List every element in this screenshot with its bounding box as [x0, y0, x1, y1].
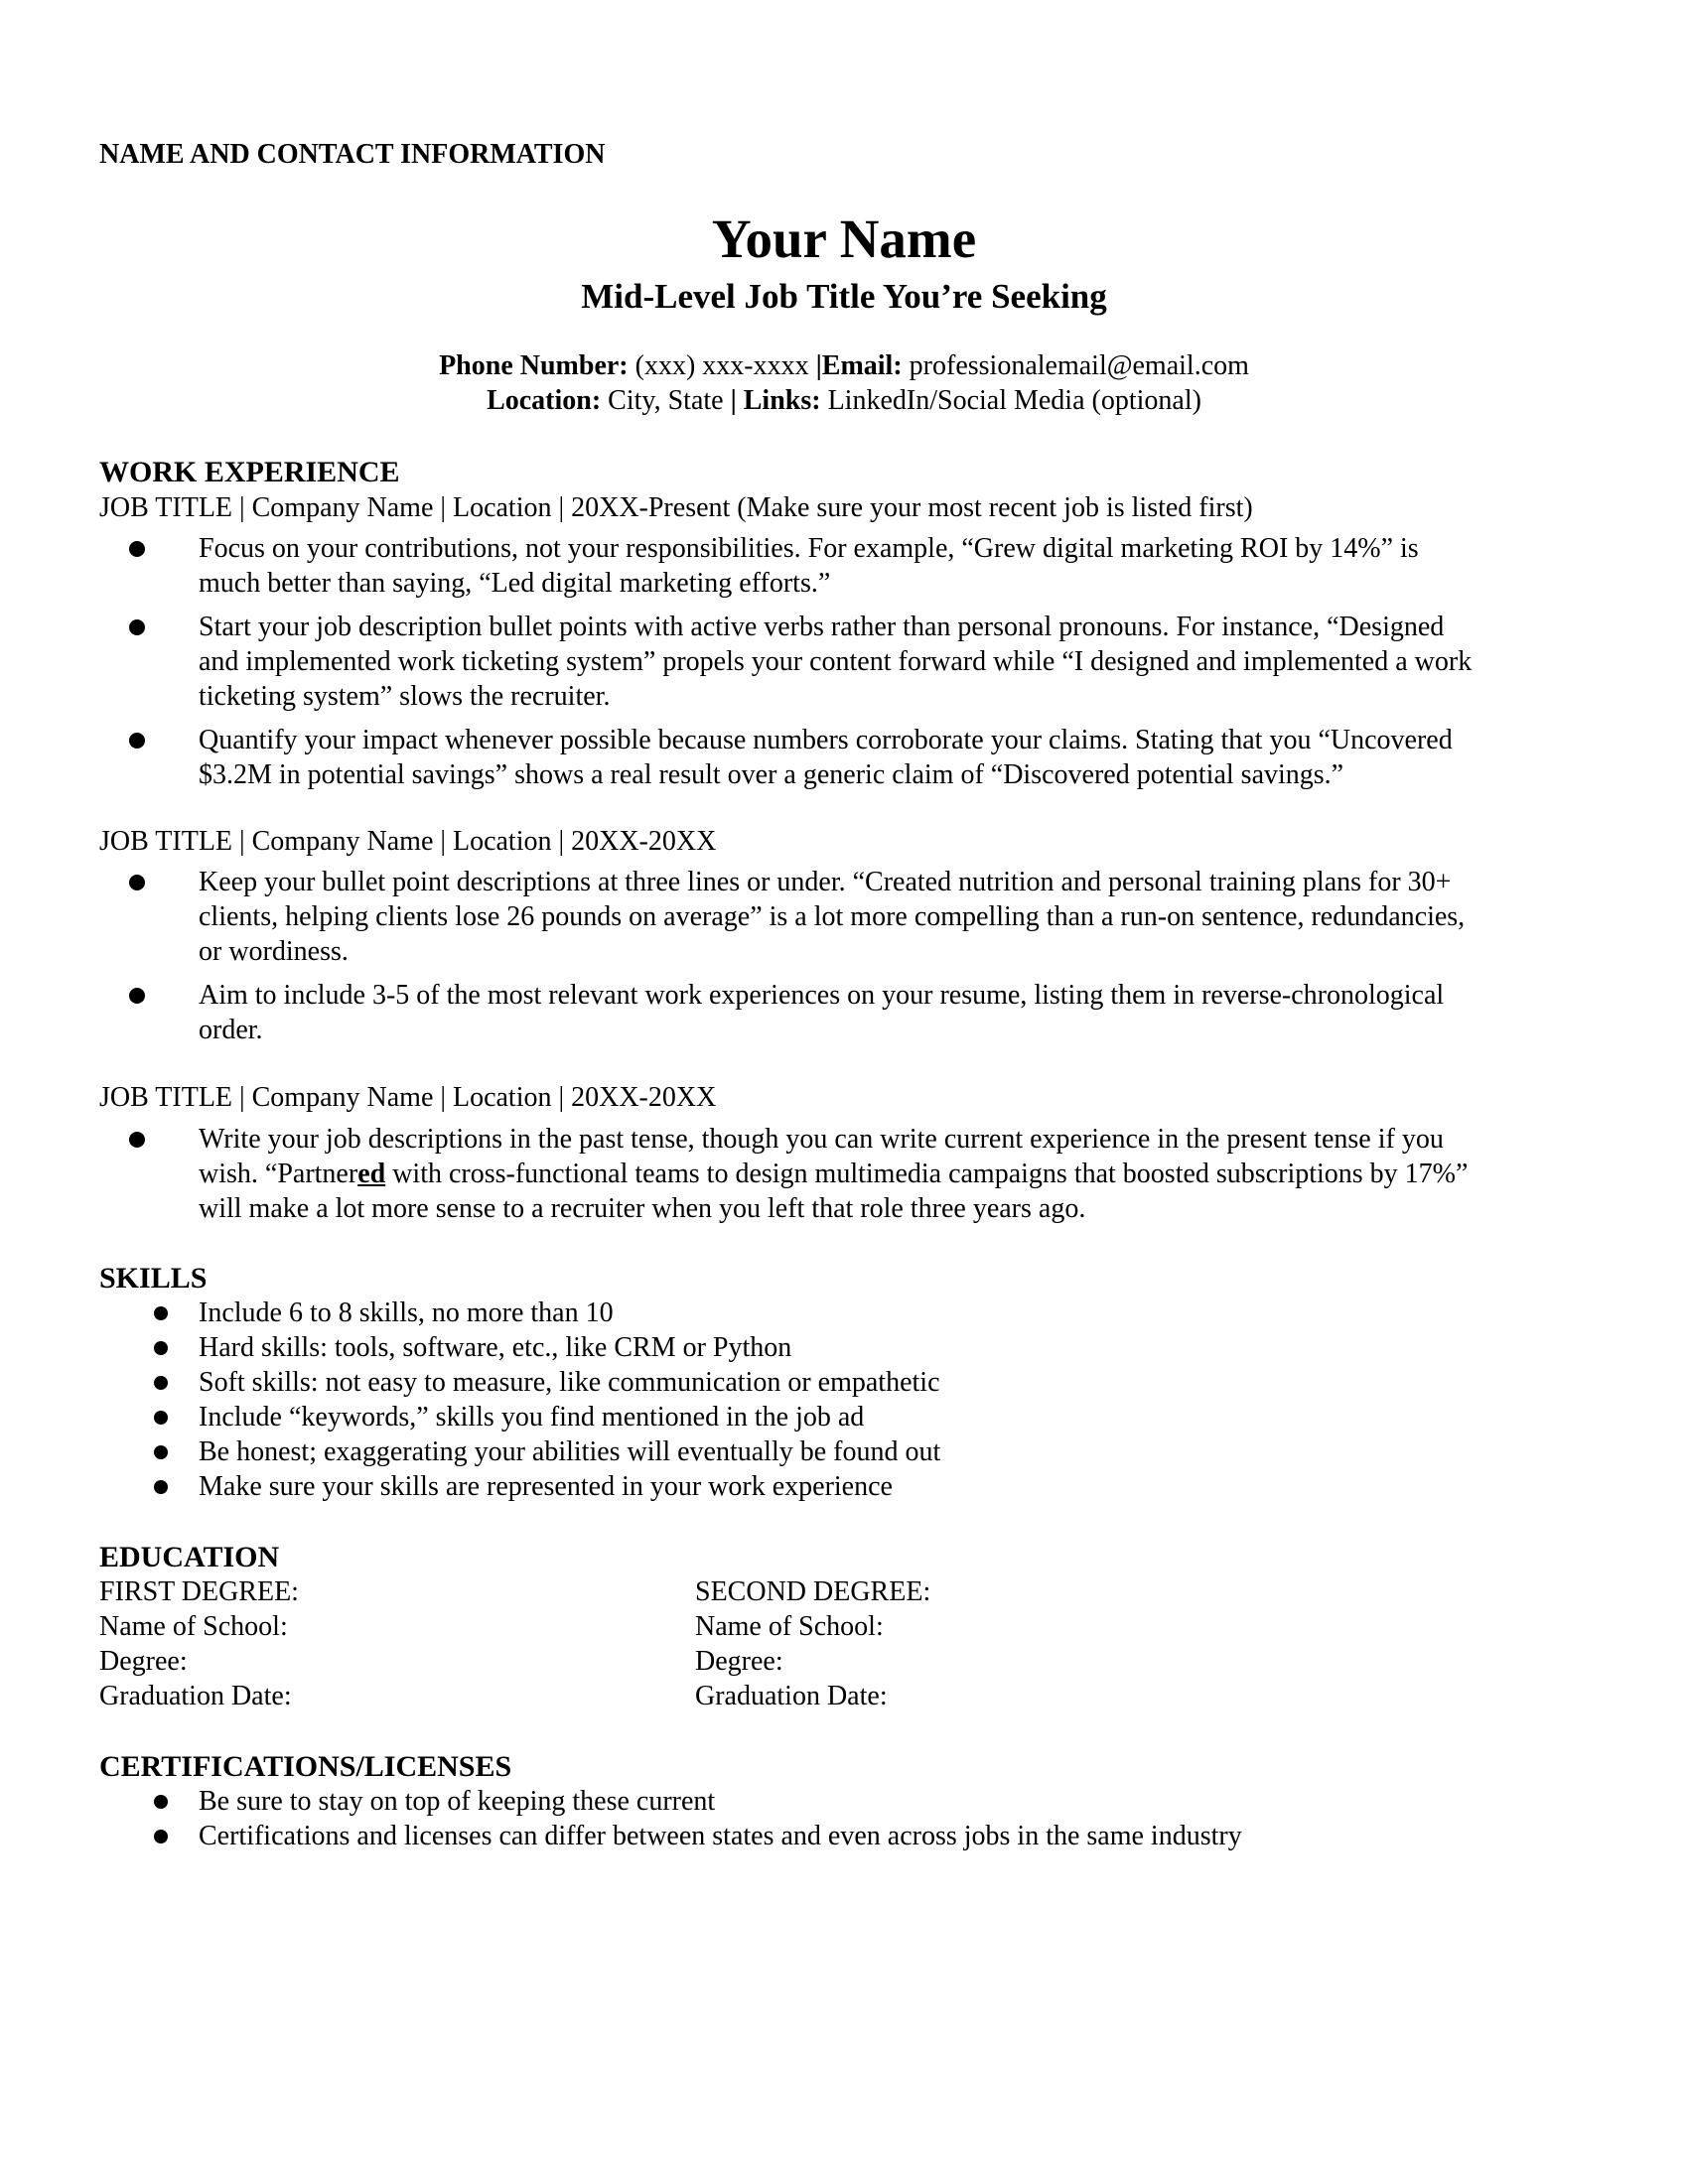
links-label: Links:: [743, 385, 821, 416]
skill-text: Hard skills: tools, software, etc., like CRM or Python: [199, 1332, 792, 1363]
bullet-icon: [129, 733, 145, 749]
contact-line-1: [0, 348, 1688, 383]
list-item: [99, 865, 1599, 969]
location-value: City, State: [608, 385, 724, 416]
phone-value: (xxx) xxx-xxxx: [634, 350, 809, 381]
first-degree-title: FIRST DEGREE:: [99, 1576, 299, 1607]
list-item: [99, 1434, 1599, 1469]
separator: |: [730, 385, 737, 416]
bullet-icon: [154, 1341, 168, 1355]
bullet-icon: [154, 1306, 168, 1320]
first-degree-school: Name of School:: [99, 1611, 288, 1642]
list-item: [99, 978, 1599, 1047]
bullet-text: will make a lot more sense to a recruiter when you left that role three years ago.: [199, 1193, 1086, 1224]
bullet-icon: [129, 541, 145, 557]
job-line: JOB TITLE | Company Name | Location | 20XX-Present (Make sure your most recent job is listed first): [99, 492, 1253, 523]
bullet-text: much better than saying, “Led digital marketing efforts.”: [199, 568, 831, 599]
separator: |: [815, 350, 822, 381]
bullet-icon: [154, 1376, 168, 1390]
phone-label: Phone Number:: [439, 350, 629, 381]
bullet-icon: [129, 619, 145, 635]
bullet-text: Aim to include 3-5 of the most relevant work experiences on your resume, listing them in reverse-chronological: [199, 980, 1445, 1011]
certification-text: Be sure to stay on top of keeping these current: [199, 1786, 716, 1817]
skills-heading: SKILLS: [99, 1262, 208, 1295]
candidate-name: Your Name: [711, 208, 977, 269]
second-degree-title: SECOND DEGREE:: [695, 1576, 931, 1607]
bullet-text: or wordiness.: [199, 936, 349, 967]
bullet-icon: [154, 1795, 168, 1809]
bullet-icon: [129, 875, 145, 890]
skill-text: Soft skills: not easy to measure, like communication or empathetic: [199, 1367, 940, 1398]
certifications-heading: CERTIFICATIONS/LICENSES: [99, 1750, 512, 1783]
first-degree-degree: Degree:: [99, 1646, 188, 1677]
bullet-icon: [129, 988, 145, 1004]
job-line: JOB TITLE | Company Name | Location | 20XX-20XX: [99, 1082, 717, 1113]
bullet-text: $3.2M in potential savings” shows a real result over a generic claim of “Discovered potential savings.”: [199, 759, 1344, 790]
bullet-text: Keep your bullet point descriptions at three lines or under. “Created nutrition and personal training plans for 30+: [199, 867, 1452, 897]
bullet-text: Quantify your impact whenever possible because numbers corroborate your claims. Stating that you “Uncovered: [199, 725, 1453, 755]
list-item: [99, 1296, 1599, 1330]
skill-text: Be honest; exaggerating your abilities will eventually be found out: [199, 1436, 941, 1467]
certification-text: Certifications and licenses can differ between states and even across jobs in the same industry: [199, 1821, 1242, 1851]
bullet-text: Start your job description bullet points with active verbs rather than personal pronouns. For instance, “Designed: [199, 612, 1445, 642]
contact-line-2: [0, 383, 1688, 418]
bullet-text-part: with cross-functional teams to design multimedia campaigns that boosted subscriptions by 17%”: [385, 1159, 1469, 1189]
second-degree-school: Name of School:: [695, 1611, 884, 1642]
bullet-icon: [129, 1132, 145, 1148]
bullet-text: clients, helping clients lose 26 pounds on average” is a lot more compelling than a run-on sentence, redundancies,: [199, 901, 1466, 932]
bullet-text: order.: [199, 1015, 263, 1045]
second-degree-graduation: Graduation Date:: [695, 1681, 888, 1711]
emphasized-suffix: ed: [357, 1159, 386, 1189]
bullet-text: [199, 1159, 1468, 1189]
education-heading: EDUCATION: [99, 1541, 280, 1573]
list-item: [99, 1784, 1599, 1819]
list-item: [99, 1365, 1599, 1400]
bullet-icon: [154, 1830, 168, 1843]
list-item: [99, 1400, 1599, 1434]
job-line: JOB TITLE | Company Name | Location | 20XX-20XX: [99, 826, 717, 857]
bullet-text: Write your job descriptions in the past tense, though you can write current experience in the present tense if you: [199, 1124, 1444, 1155]
list-item: [99, 531, 1599, 601]
work-experience-heading: WORK EXPERIENCE: [99, 456, 400, 488]
list-item: [99, 1330, 1599, 1365]
bullet-icon: [154, 1445, 168, 1459]
list-item: [99, 1819, 1599, 1853]
bullet-text-part: wish. “Partner: [199, 1159, 358, 1189]
links-value: LinkedIn/Social Media (optional): [827, 385, 1201, 416]
bullet-icon: [154, 1480, 168, 1494]
list-item: [99, 1469, 1599, 1504]
bullet-icon: [154, 1411, 168, 1425]
list-item: [99, 610, 1599, 714]
second-degree-degree: Degree:: [695, 1646, 783, 1677]
skill-text: Include “keywords,” skills you find mentioned in the job ad: [199, 1402, 865, 1433]
location-label: Location:: [487, 385, 602, 416]
first-degree-graduation: Graduation Date:: [99, 1681, 292, 1711]
email-value: professionalemail@email.com: [909, 350, 1249, 381]
list-item: [99, 1122, 1599, 1226]
bullet-text: Focus on your contributions, not your responsibilities. For example, “Grew digital marketing ROI by 14%” is: [199, 533, 1419, 564]
email-label: Email:: [821, 350, 903, 381]
skill-text: Include 6 to 8 skills, no more than 10: [199, 1297, 614, 1328]
skill-text: Make sure your skills are represented in your work experience: [199, 1471, 893, 1502]
section-label: NAME AND CONTACT INFORMATION: [99, 139, 606, 170]
target-job-title: Mid-Level Job Title You’re Seeking: [581, 277, 1107, 316]
bullet-text: and implemented work ticketing system” propels your content forward while “I designed and implemented a work: [199, 646, 1473, 677]
list-item: [99, 723, 1599, 792]
bullet-text: ticketing system” slows the recruiter.: [199, 681, 611, 712]
